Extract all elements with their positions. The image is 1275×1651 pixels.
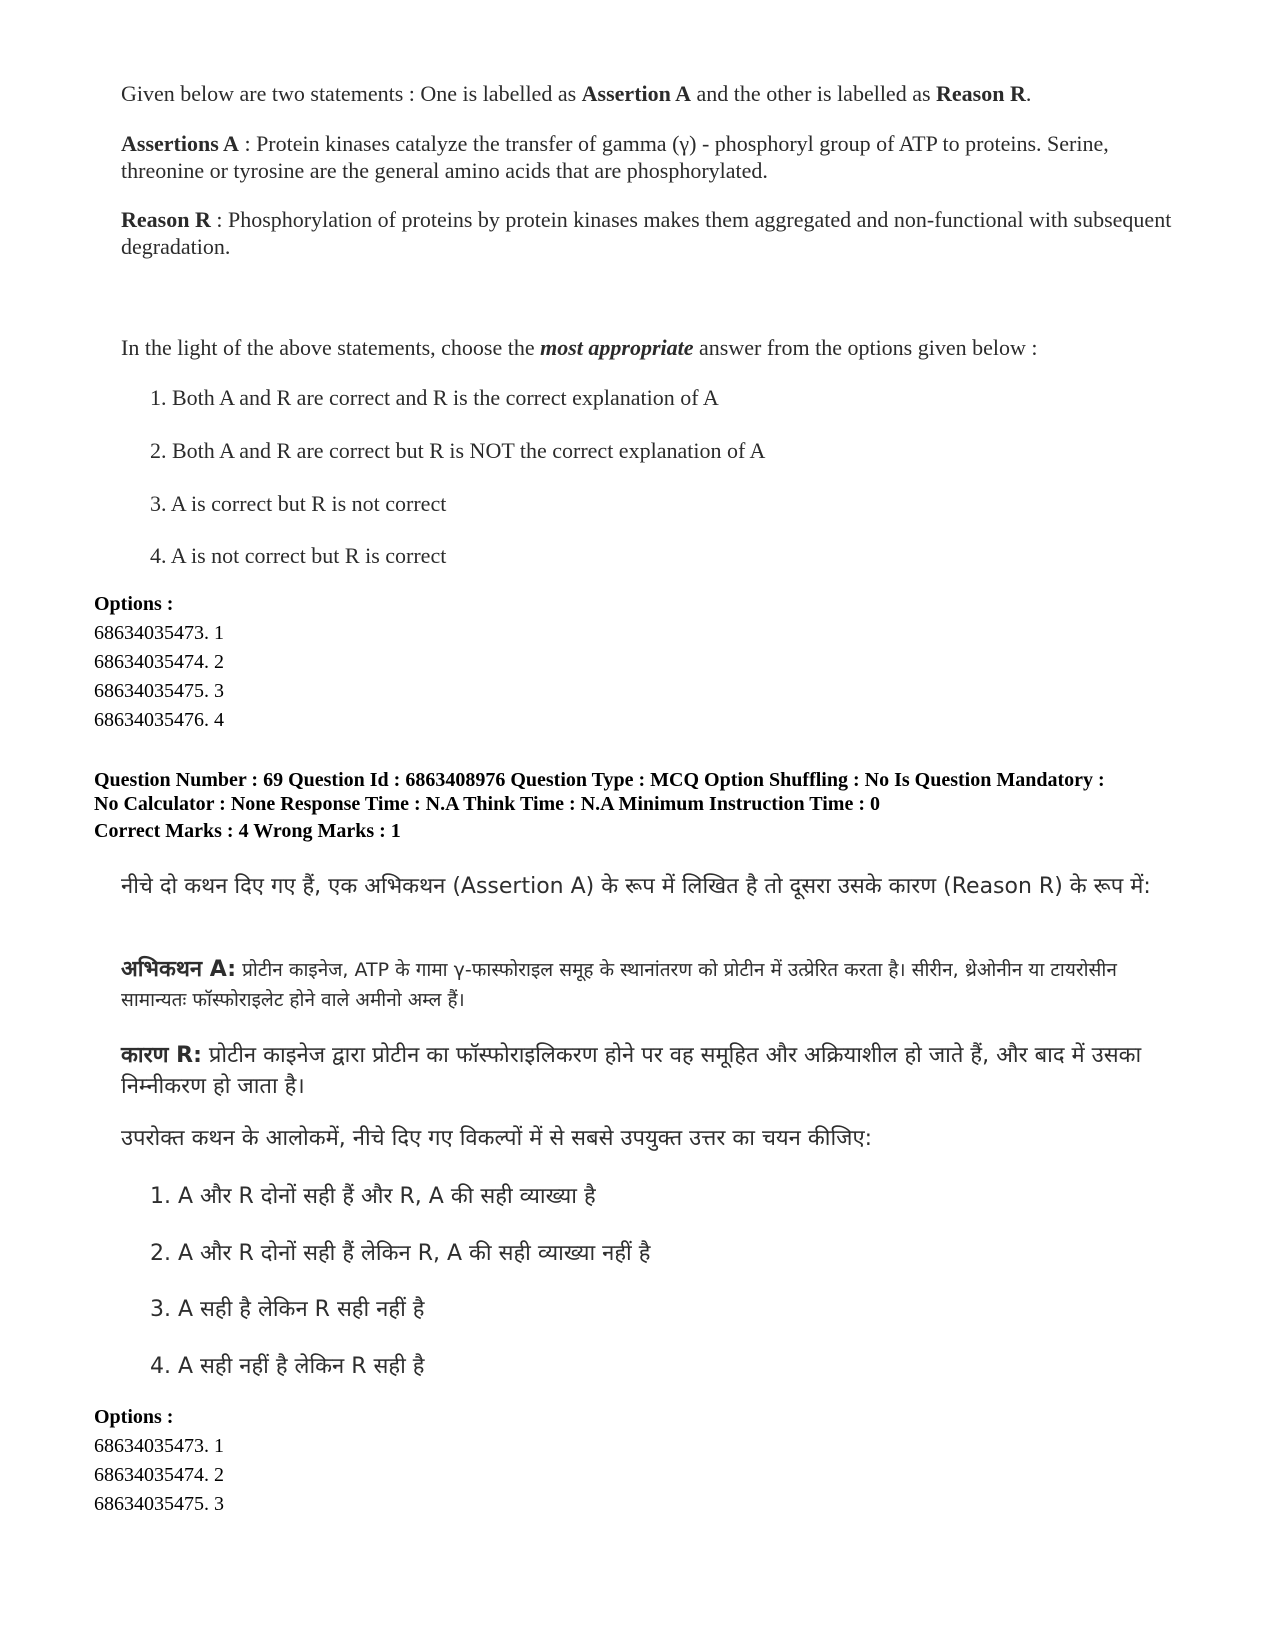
q68-intro-text: Given below are two statements : One is labelled as (121, 81, 582, 106)
q69-meta-line-1: Question Number : 69 Question Id : 6863408976 Question Type : MCQ Option Shuffling : No Is Question Mandatory : (94, 769, 1105, 791)
q69-reason-label: कारण R: (121, 1043, 202, 1068)
q68-choice-3: 3. A is correct but R is not correct (150, 491, 447, 516)
q68-choice-4: 4. A is not correct but R is correct (150, 543, 447, 568)
q68-choice-1: 1. Both A and R are correct and R is the correct explanation of A (150, 385, 719, 410)
q68-intro-text-2: and the other is labelled as (691, 81, 937, 106)
q69-meta-line-2: No Calculator : None Response Time : N.A Think Time : N.A Minimum Instruction Time : 0 (94, 793, 880, 815)
q69-assertion (121, 955, 1181, 1015)
q69-choice-4: 4. A सही नहीं है लेकिन R सही है (150, 1354, 425, 1379)
q68-assertion (121, 130, 1181, 184)
q69-assertion-label: अभिकथन A: (121, 957, 237, 982)
q68-option-1: 68634035473. 1 (94, 622, 224, 644)
q68-intro (121, 80, 1181, 107)
q69-choice-1: 1. A और R दोनों सही हैं और R, A की सही व्याख्या है (150, 1184, 596, 1209)
q69-option-2: 68634035474. 2 (94, 1464, 224, 1486)
q68-reason-label: Reason R (121, 207, 211, 232)
q68-option-2: 68634035474. 2 (94, 651, 224, 673)
q68-prompt-emphasis: most appropriate (540, 335, 694, 360)
q69-choice-2: 2. A और R दोनों सही हैं लेकिन R, A की सही व्याख्या नहीं है (150, 1241, 651, 1266)
q68-assertion-label: Assertions A (121, 131, 239, 156)
q69-choice-3: 3. A सही है लेकिन R सही नहीं है (150, 1297, 425, 1322)
q68-choice-2: 2. Both A and R are correct but R is NOT the correct explanation of A (150, 438, 766, 463)
q69-intro: नीचे दो कथन दिए गए हैं, एक अभिकथन (Assertion A) के रूप में लिखित है तो दूसरा उसके कारण (Reason R) के रूप में: (121, 874, 1151, 899)
q68-prompt (121, 334, 1181, 361)
q68-prompt-text-2: answer from the options given below : (693, 335, 1038, 360)
q69-option-1: 68634035473. 1 (94, 1435, 224, 1457)
q68-option-3: 68634035475. 3 (94, 680, 224, 702)
q68-assertion-text: : Protein kinases catalyze the transfer of gamma (γ) - phosphoryl group of ATP to proteins. Serine, threonine or tyrosine are the general amino acids that are phosphorylated. (121, 131, 1109, 183)
q69-reason-text: प्रोटीन काइनेज द्वारा प्रोटीन का फॉस्फोराइलिकरण होने पर वह समूहित और अक्रियाशील हो जाते हैं, और बाद में उसका निम्नीकरण हो जाता है। (121, 1043, 1142, 1099)
q68-intro-assertion: Assertion A (581, 81, 692, 106)
q68-reason-text: : Phosphorylation of proteins by protein kinases makes them aggregated and non-functional with subsequent degradation. (121, 207, 1172, 259)
q68-prompt-text: In the light of the above statements, choose the (121, 335, 541, 360)
q69-options (94, 1403, 224, 1519)
q69-meta (94, 768, 1204, 816)
q69-marks: Correct Marks : 4 Wrong Marks : 1 (94, 820, 401, 842)
q68-reason (121, 206, 1181, 260)
q68-intro-end: . (1025, 81, 1032, 106)
q69-options-label: Options : (94, 1406, 174, 1428)
q68-options (94, 590, 224, 735)
q68-option-4: 68634035476. 4 (94, 709, 224, 731)
q68-options-label: Options : (94, 593, 174, 615)
q69-prompt: उपरोक्त कथन के आलोकमें, नीचे दिए गए विकल्पों में से सबसे उपयुक्त उत्तर का चयन कीजिए: (121, 1126, 873, 1151)
q69-assertion-text: प्रोटीन काइनेज, ATP के गामा γ-फास्फोराइल समूह के स्थानांतरण को प्रोटीन में उत्प्रेरित करता है। सीरीन, थ्रेओनीन या टायरोसीन सामान्यतः फॉस्फोराइलेट होने वाले अमीनो अम्ल हैं। (121, 959, 1117, 1011)
q69-option-3: 68634035475. 3 (94, 1493, 224, 1515)
q69-reason (121, 1040, 1181, 1102)
q68-intro-reason: Reason R (936, 81, 1026, 106)
